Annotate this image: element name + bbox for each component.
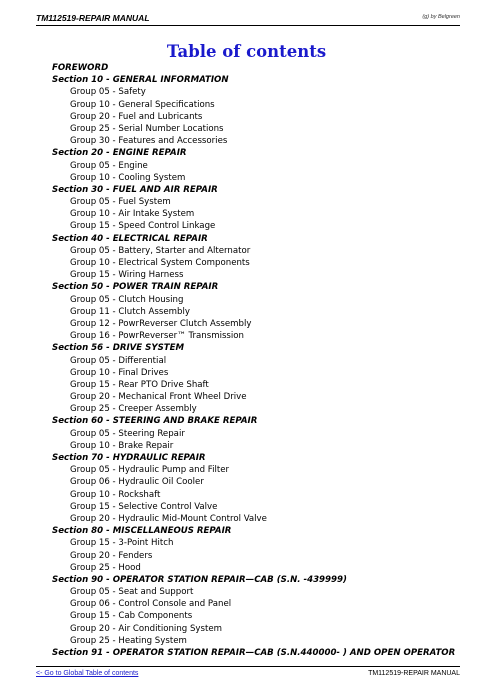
- footer-divider: [36, 666, 460, 667]
- toc-group-link[interactable]: Group 10 - General Specifications: [70, 99, 215, 110]
- toc-group-link[interactable]: Group 25 - Creeper Assembly: [70, 404, 197, 415]
- toc-section-link[interactable]: Section 91 - OPERATOR STATION REPAIR—CAB (S.N.440000- ) AND OPEN OPERATOR: [52, 648, 456, 658]
- toc-group-link[interactable]: Group 15 - Selective Control Valve: [70, 501, 218, 512]
- toc-group-link[interactable]: Group 05 - Seat and Support: [70, 587, 194, 598]
- toc-section-link[interactable]: Section 30 - FUEL AND AIR REPAIR: [52, 184, 218, 195]
- toc-section-link[interactable]: Section 20 - ENGINE REPAIR: [52, 148, 187, 159]
- toc-group-link[interactable]: Group 05 - Safety: [70, 87, 146, 98]
- toc-group-link[interactable]: Group 05 - Fuel System: [70, 197, 171, 208]
- toc-group-link[interactable]: Group 10 - Rockshaft: [70, 489, 161, 500]
- toc-group-link[interactable]: Group 25 - Serial Number Locations: [70, 123, 224, 134]
- toc-group-link[interactable]: Group 10 - Final Drives: [70, 367, 169, 378]
- toc-section-link[interactable]: FOREWORD: [52, 63, 109, 73]
- toc-group-link[interactable]: Group 06 - Hydraulic Oil Cooler: [70, 477, 204, 488]
- toc-group-link[interactable]: Group 30 - Features and Accessories: [70, 136, 228, 147]
- toc-group-link[interactable]: Group 05 - Differential: [70, 355, 167, 366]
- toc-group-link[interactable]: Group 06 - Control Console and Panel: [70, 599, 232, 610]
- footer-manual-name: TM112519-REPAIR MANUAL: [368, 670, 460, 677]
- toc-group-link[interactable]: Group 12 - PowrReverser Clutch Assembly: [70, 318, 252, 329]
- toc-group-link[interactable]: Group 20 - Fuel and Lubricants: [70, 111, 203, 122]
- toc-group-link[interactable]: Group 15 - Rear PTO Drive Shaft: [70, 379, 209, 390]
- global-toc-link[interactable]: <- Go to Global Table of contents: [36, 670, 139, 677]
- toc-group-link[interactable]: Group 10 - Cooling System: [70, 172, 186, 183]
- toc-group-link[interactable]: Group 11 - Clutch Assembly: [70, 306, 190, 317]
- toc-group-link[interactable]: Group 15 - Wiring Harness: [70, 270, 184, 281]
- page-title: Table of contents: [166, 42, 327, 61]
- toc-group-link[interactable]: Group 10 - Electrical System Components: [70, 258, 250, 268]
- toc-section-link[interactable]: Section 80 - MISCELLANEOUS REPAIR: [52, 526, 232, 537]
- toc-section-link[interactable]: Section 90 - OPERATOR STATION REPAIR—CAB (S.N. -439999): [52, 574, 347, 585]
- toc-group-link[interactable]: Group 05 - Battery, Starter and Alternator: [70, 245, 251, 256]
- toc-section-link[interactable]: Section 56 - DRIVE SYSTEM: [52, 343, 185, 354]
- toc-group-link[interactable]: Group 05 - Steering Repair: [70, 428, 185, 439]
- toc-section-link[interactable]: Section 10 - GENERAL INFORMATION: [52, 75, 229, 86]
- toc-group-link[interactable]: Group 05 - Clutch Housing: [70, 294, 184, 305]
- header-divider: [36, 25, 460, 26]
- header-credit: (g) by Belgreen: [422, 14, 460, 20]
- toc-group-link[interactable]: Group 15 - 3-Point Hitch: [70, 538, 174, 549]
- toc-group-link[interactable]: Group 05 - Engine: [70, 160, 148, 171]
- toc-group-link[interactable]: Group 20 - Air Conditioning System: [70, 623, 223, 634]
- table-of-contents: [52, 62, 462, 659]
- toc-section-link[interactable]: Section 40 - ELECTRICAL REPAIR: [52, 233, 208, 244]
- toc-group-link[interactable]: Group 25 - Hood: [70, 562, 141, 573]
- toc-group-link[interactable]: Group 10 - Brake Repair: [70, 440, 174, 451]
- toc-group-link[interactable]: Group 15 - Cab Components: [70, 611, 193, 622]
- toc-section-link[interactable]: Section 60 - STEERING AND BRAKE REPAIR: [52, 416, 258, 427]
- toc-group-link[interactable]: Group 05 - Hydraulic Pump and Filter: [70, 465, 230, 476]
- toc-section-link[interactable]: Section 50 - POWER TRAIN REPAIR: [52, 282, 219, 293]
- toc-group-link[interactable]: Group 15 - Speed Control Linkage: [70, 221, 216, 232]
- toc-group-link[interactable]: Group 25 - Heating System: [70, 635, 187, 646]
- toc-group-link[interactable]: Group 16 - PowrReverser™ Transmission: [70, 331, 245, 342]
- toc-group-link[interactable]: Group 20 - Mechanical Front Wheel Drive: [70, 392, 247, 403]
- header-title: TM112519-REPAIR MANUAL: [36, 13, 150, 23]
- toc-section-link[interactable]: Section 70 - HYDRAULIC REPAIR: [52, 453, 206, 463]
- toc-group-link[interactable]: Group 10 - Air Intake System: [70, 209, 195, 220]
- toc-group-link[interactable]: Group 20 - Hydraulic Mid-Mount Control Valve: [70, 513, 267, 524]
- toc-group-link[interactable]: Group 20 - Fenders: [70, 550, 153, 561]
